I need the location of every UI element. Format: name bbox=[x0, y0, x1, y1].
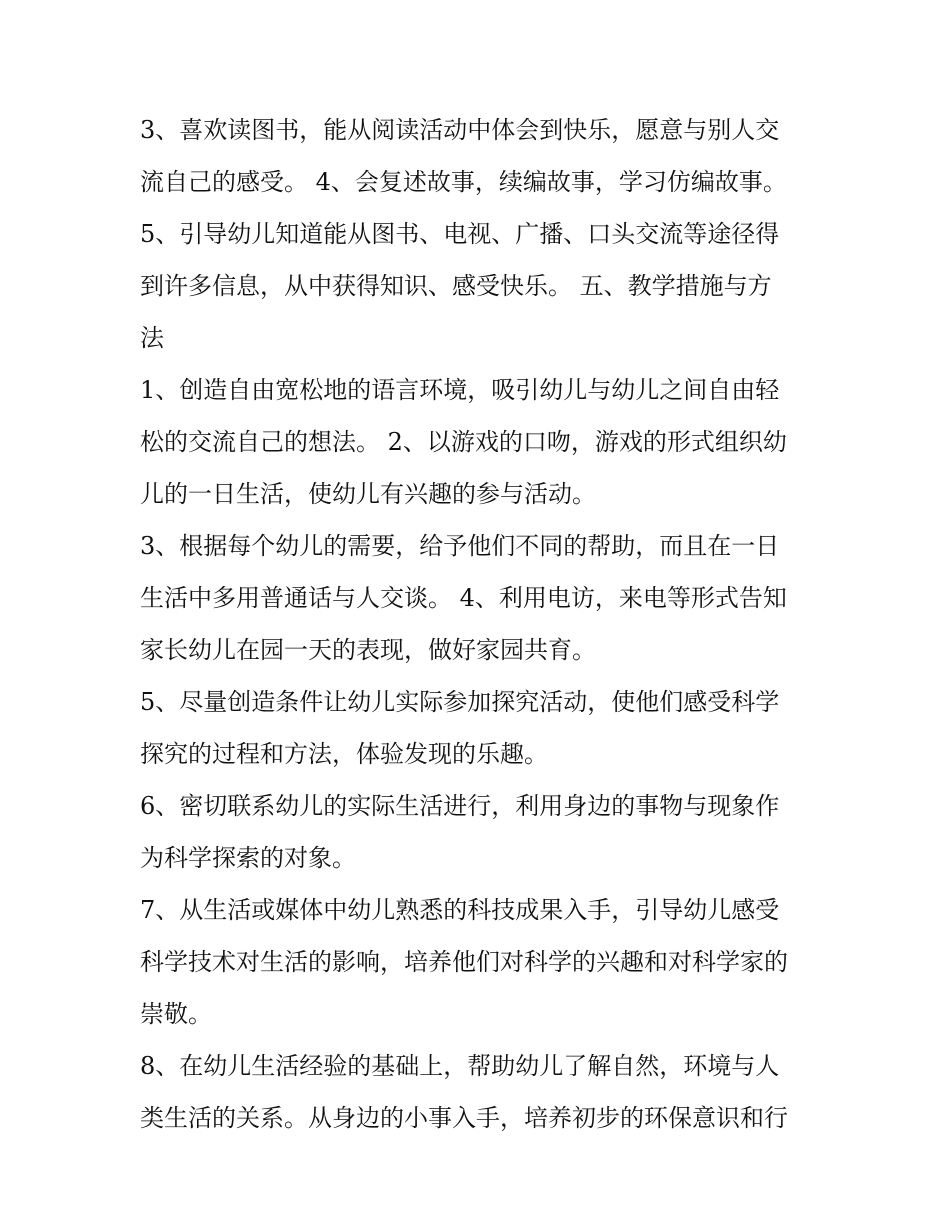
paragraph-real-life bbox=[140, 780, 820, 884]
text-line: 科学技术对生活的影响，培养他们对科学的兴趣和对科学家的 bbox=[140, 948, 788, 976]
text-line: 到许多信息，从中获得知识、感受快乐。 五、教学措施与方 bbox=[140, 272, 772, 300]
paragraph-inquiry-activities bbox=[140, 676, 820, 780]
text-line: 生活中多用普通话与人交谈。 4、利用电访，来电等形式告知 bbox=[140, 584, 787, 612]
text-line: 探究的过程和方法，体验发现的乐趣。 bbox=[140, 740, 548, 768]
paragraph-environment bbox=[140, 1040, 820, 1144]
text-line: 流自己的感受。 4、会复述故事，续编故事，学习仿编故事。 bbox=[140, 168, 787, 196]
text-line: 法 bbox=[140, 324, 164, 352]
document-body bbox=[140, 104, 820, 1144]
paragraph-technology bbox=[140, 884, 820, 1040]
text-line: 3、根据每个幼儿的需要，给予他们不同的帮助，而且在一日 bbox=[140, 532, 780, 560]
text-line: 5、引导幼儿知道能从图书、电视、广播、口头交流等途径得 bbox=[140, 220, 780, 248]
paragraph-language-environment bbox=[140, 364, 820, 520]
text-line: 家长幼儿在园一天的表现，做好家园共育。 bbox=[140, 636, 596, 664]
text-line: 3、喜欢读图书，能从阅读活动中体会到快乐，愿意与别人交 bbox=[140, 116, 780, 144]
paragraph-information-sources bbox=[140, 208, 820, 364]
text-line: 崇敬。 bbox=[140, 1000, 212, 1028]
text-line: 为科学探索的对象。 bbox=[140, 844, 356, 872]
text-line: 1、创造自由宽松地的语言环境，吸引幼儿与幼儿之间自由轻 bbox=[140, 376, 780, 404]
text-line: 6、密切联系幼儿的实际生活进行，利用身边的事物与现象作 bbox=[140, 792, 780, 820]
text-line: 8、在幼儿生活经验的基础上，帮助幼儿了解自然，环境与人 bbox=[140, 1052, 780, 1080]
paragraph-reading-goals bbox=[140, 104, 820, 208]
paragraph-individual-help bbox=[140, 520, 820, 676]
text-line: 松的交流自己的想法。 2、以游戏的口吻，游戏的形式组织幼 bbox=[140, 428, 787, 456]
text-line: 5、尽量创造条件让幼儿实际参加探究活动，使他们感受科学 bbox=[140, 688, 780, 716]
text-line: 儿的一日生活，使幼儿有兴趣的参与活动。 bbox=[140, 480, 596, 508]
text-line: 7、从生活或媒体中幼儿熟悉的科技成果入手，引导幼儿感受 bbox=[140, 896, 780, 924]
text-line: 类生活的关系。从身边的小事入手，培养初步的环保意识和行 bbox=[140, 1104, 788, 1132]
